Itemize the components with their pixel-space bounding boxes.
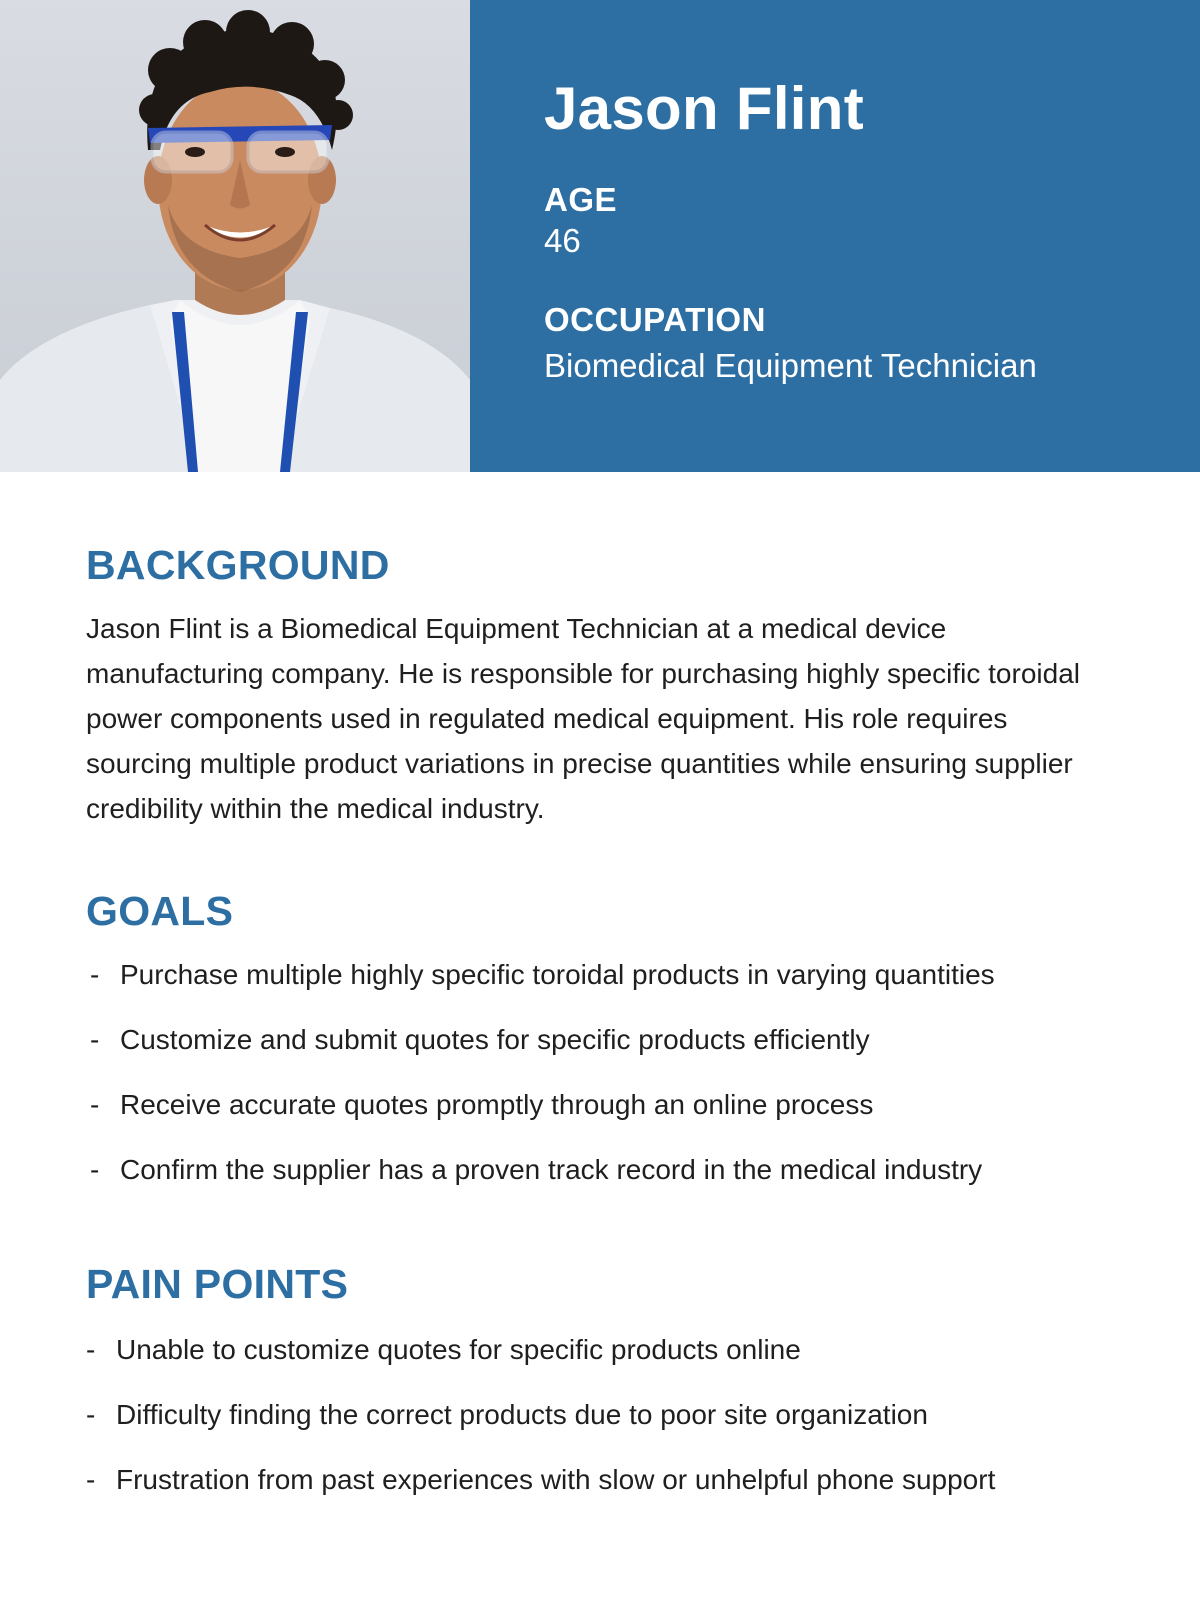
goal-text: Confirm the supplier has a proven track record in the medical industry <box>120 1154 983 1185</box>
goal-text: Purchase multiple highly specific toroidal products in varying quantities <box>120 959 995 990</box>
goal-text: Receive accurate quotes promptly through an online process <box>120 1089 874 1120</box>
pain-point-text: Unable to customize quotes for specific products online <box>116 1334 801 1365</box>
goals-list <box>86 957 1146 1217</box>
pain-point-text: Frustration from past experiences with slow or unhelpful phone support <box>116 1464 996 1495</box>
bullet-dash: - <box>90 1089 100 1120</box>
background-heading: BACKGROUND <box>86 542 390 588</box>
occupation-label: OCCUPATION <box>544 301 766 338</box>
bullet-dash: - <box>86 1334 96 1365</box>
persona-photo <box>0 0 470 472</box>
list-item <box>86 1022 1146 1087</box>
list-item <box>86 1152 1146 1217</box>
persona-name: Jason Flint <box>544 75 864 142</box>
person-photo-icon <box>0 0 470 472</box>
pain-points-heading: PAIN POINTS <box>86 1261 349 1307</box>
age-label: AGE <box>544 181 618 218</box>
list-item <box>86 1462 1146 1527</box>
list-item <box>86 957 1146 1022</box>
bullet-dash: - <box>86 1399 96 1430</box>
list-item <box>86 1397 1146 1462</box>
background-text: Jason Flint is a Biomedical Equipment Technician at a medical device manufacturing company. He is responsible for purchasing highly specific toroidal power components used in regulated medical equipment. His role requires sourcing multiple product variations in precise quantities while ensuring supplier credibility within the medical industry. <box>86 613 1080 824</box>
bullet-dash: - <box>90 959 100 990</box>
bullet-dash: - <box>86 1464 96 1495</box>
goal-text: Customize and submit quotes for specific products efficiently <box>120 1024 870 1055</box>
persona-info-panel <box>470 0 1200 472</box>
list-item <box>86 1087 1146 1152</box>
occupation-value: Biomedical Equipment Technician <box>544 347 1037 384</box>
pain-points-list <box>86 1332 1146 1527</box>
persona-header <box>0 0 1200 472</box>
list-item <box>86 1332 1146 1397</box>
goals-heading: GOALS <box>86 888 234 934</box>
bullet-dash: - <box>90 1024 100 1055</box>
bullet-dash: - <box>90 1154 100 1185</box>
age-value: 46 <box>544 222 581 259</box>
pain-point-text: Difficulty finding the correct products due to poor site organization <box>116 1399 928 1430</box>
